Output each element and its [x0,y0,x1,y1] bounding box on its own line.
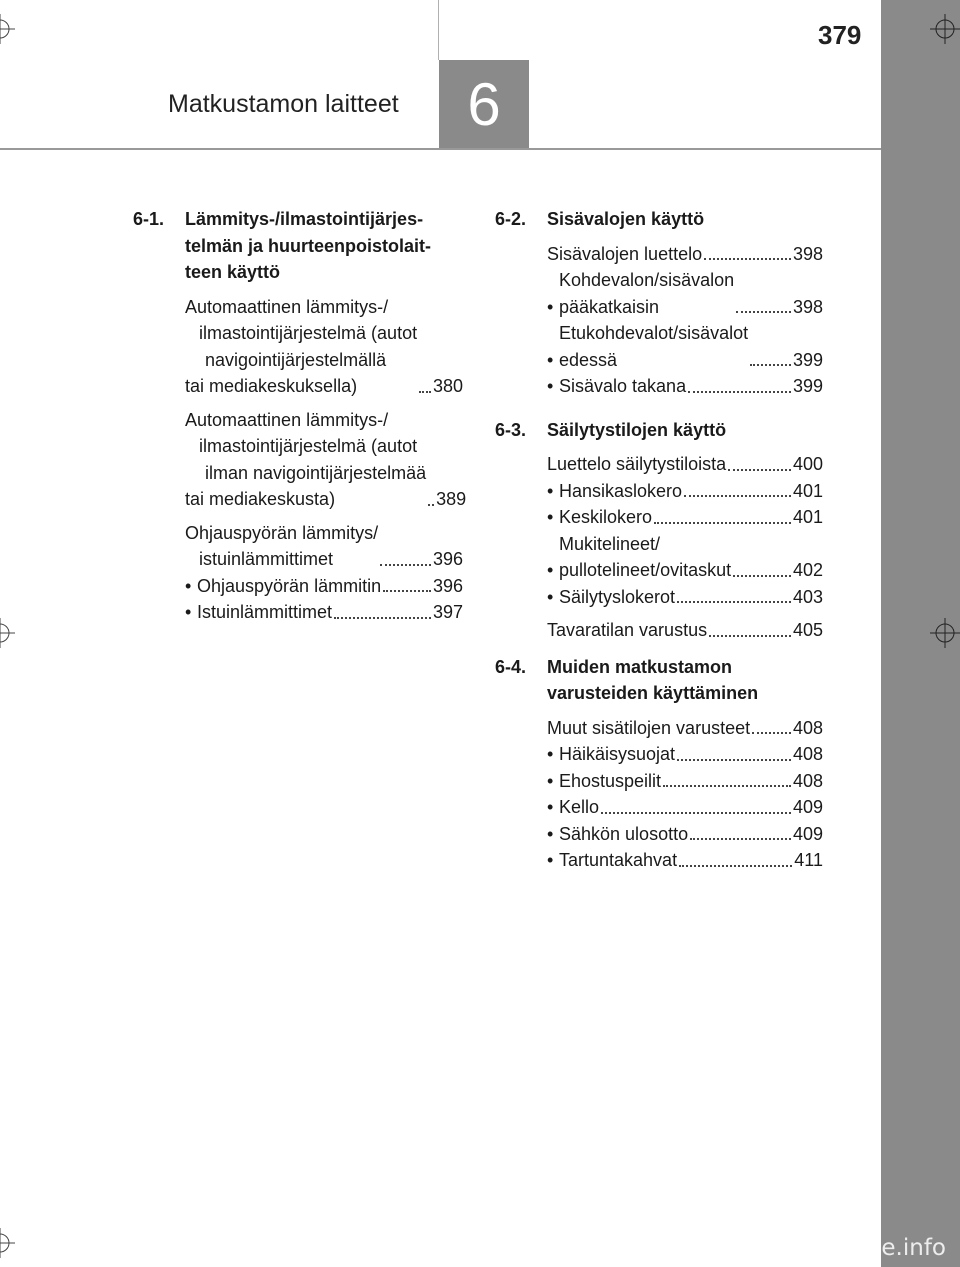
dot-leader [677,601,791,603]
page-ref[interactable]: 402 [792,560,823,580]
page-number: 379 [818,20,862,50]
sub-entry-title: Ohjauspyörän lämmitin [197,575,382,596]
sub-entry-title: Etukohdevalot/sisävalot edessä [559,323,749,370]
toc-sub-entry[interactable] [185,573,463,600]
toc-sub-entry[interactable] [547,531,823,584]
toc-entry[interactable] [185,407,467,513]
toc-sub-entry[interactable] [185,599,463,626]
page-ref[interactable]: 396 [432,575,463,596]
sub-entry-title: Säilytyslokerot [559,586,676,607]
bullet-icon: • [185,602,192,622]
dot-leader [334,617,431,619]
sub-entry-title: Kohdevalon/sisävalon pääkatkaisin [559,270,735,317]
sub-entry-title: Kello [559,797,600,817]
page-ref[interactable]: 397 [432,602,463,622]
sub-entry-title: Hansikaslokero [559,480,683,501]
header-divider [438,0,439,60]
bullet-icon: • [547,376,554,396]
toc-sub-entry[interactable] [547,847,823,874]
entry-title: Ohjauspyörän lämmitys/ istuinlämmittimet [185,522,379,569]
page-ref[interactable]: 398 [792,243,823,264]
dot-leader [750,364,791,366]
toc-sub-entry[interactable] [547,584,823,611]
dot-leader [704,258,791,260]
toc-entry[interactable] [185,520,463,573]
bullet-icon: • [185,575,192,596]
section-heading [495,654,823,707]
toc-sub-entry[interactable] [547,768,823,795]
section-heading [133,206,463,286]
entry-title: Sisävalojen luettelo [547,243,703,264]
page-ref[interactable]: 399 [792,376,823,396]
page-ref[interactable]: 401 [792,480,823,501]
dot-leader [380,564,431,566]
registration-mark-icon [930,618,960,648]
dot-leader [684,495,791,497]
dot-leader [690,838,791,840]
section-title: Säilytystilojen käyttö [547,419,727,440]
toc-right-column [495,206,823,891]
toc-sub-entry[interactable] [547,794,823,821]
toc-section [133,206,467,633]
toc-left-column [133,206,467,643]
sub-entry-title: Istuinlämmittimet [197,602,333,622]
section-title: Sisävalojen käyttö [547,209,705,229]
entry-title: Tavaratilan varustus [547,620,708,640]
page-ref[interactable]: 409 [792,823,823,844]
toc-section [495,206,823,407]
dot-leader [709,635,791,637]
sub-entry-title: Mukitelineet/ pullotelineet/ovitaskut [559,533,732,580]
page-ref[interactable]: 405 [792,620,823,640]
section-heading [495,206,823,233]
section-number: 6-3. [495,419,527,440]
toc-entry[interactable] [185,294,463,400]
toc-sub-entry[interactable] [547,821,823,848]
bullet-icon: • [547,586,554,607]
toc-sub-entry[interactable] [547,373,823,400]
registration-mark-icon [0,618,15,648]
page-ref[interactable]: 408 [792,717,823,738]
page-ref[interactable]: 380 [432,376,463,396]
bullet-icon: • [547,296,554,317]
dot-leader [733,575,791,577]
dot-leader [688,391,791,393]
header-rule [0,148,881,150]
section-number: 6-1. [133,209,165,229]
entry-title: Automaattinen lämmitys-/ ilmastointijärjestelmä (autot ilman navigointijärjestelmää tai mediakeskusta) [185,409,427,509]
sub-entry-title: Keskilokero [559,507,653,527]
dot-leader [752,732,791,734]
bullet-icon: • [547,560,554,580]
dot-leader [654,522,791,524]
bullet-icon: • [547,480,554,501]
registration-mark-icon [0,1228,15,1258]
page-ref[interactable]: 403 [792,586,823,607]
chapter-title: Matkustamon laitteet [168,90,399,118]
toc-sub-entry[interactable] [547,320,823,373]
dot-leader [728,469,791,471]
dot-leader [677,759,791,761]
entry-title: Automaattinen lämmitys-/ ilmastointijärjestelmä (autot navigointijärjestelmällä tai mediakeskuksella) [185,296,418,396]
page-ref[interactable]: 396 [432,549,463,569]
toc-sub-entry[interactable] [547,267,823,320]
section-title: Muiden matkustamon varusteiden käyttäminen [547,656,759,703]
page-ref[interactable]: 409 [792,797,823,817]
sub-entry-title: Häikäisysuojat [559,744,676,764]
dot-leader [383,590,431,592]
bullet-icon: • [547,507,554,527]
toc-sub-entry[interactable] [547,504,823,531]
page-ref[interactable]: 411 [794,850,823,870]
toc-entry[interactable] [547,451,823,478]
page-ref[interactable]: 408 [792,770,823,791]
dot-leader [428,504,434,506]
bullet-icon: • [547,850,554,870]
sub-entry-title: Sähkön ulosotto [559,823,689,844]
dot-leader [601,812,791,814]
sub-entry-title: Tartuntakahvat [559,850,678,870]
page-ref[interactable]: 400 [792,454,823,474]
toc-section [495,654,823,881]
toc-entry[interactable] [547,715,823,742]
section-title: Lämmitys-/ilmastointijärjes- telmän ja huurteenpoistolait- teen käyttö [185,209,432,282]
sub-entry-title: Sisävalo takana [559,376,687,396]
page-ref[interactable]: 389 [436,489,467,509]
chapter-number: 6 [467,70,501,138]
registration-mark-icon [0,14,15,44]
section-heading [495,417,823,444]
watermark: carmanualsonline.info [691,1235,946,1261]
toc-section [495,417,823,644]
section-number: 6-2. [495,209,527,229]
toc-entry[interactable] [547,617,823,644]
entry-title: Luettelo säilytystiloista [547,454,727,474]
toc-sub-entry[interactable] [547,741,823,768]
toc-sub-entry[interactable] [547,478,823,505]
page-ref[interactable]: 401 [792,507,823,527]
bullet-icon: • [547,823,554,844]
bullet-icon: • [547,770,554,791]
section-number: 6-4. [495,656,527,677]
page-ref[interactable]: 399 [792,349,823,370]
sub-entry-title: Ehostuspeilit [559,770,662,791]
bullet-icon: • [547,744,554,764]
page-ref[interactable]: 408 [792,744,823,764]
dot-leader [419,391,431,393]
dot-leader [663,785,791,787]
dot-leader [736,311,791,313]
bullet-icon: • [547,349,554,370]
bullet-icon: • [547,797,554,817]
dot-leader [679,865,792,867]
chapter-number-box [439,60,529,148]
toc-entry[interactable] [547,241,823,268]
entry-title: Muut sisätilojen varusteet [547,717,751,738]
page-ref[interactable]: 398 [792,296,823,317]
registration-mark-icon [930,14,960,44]
